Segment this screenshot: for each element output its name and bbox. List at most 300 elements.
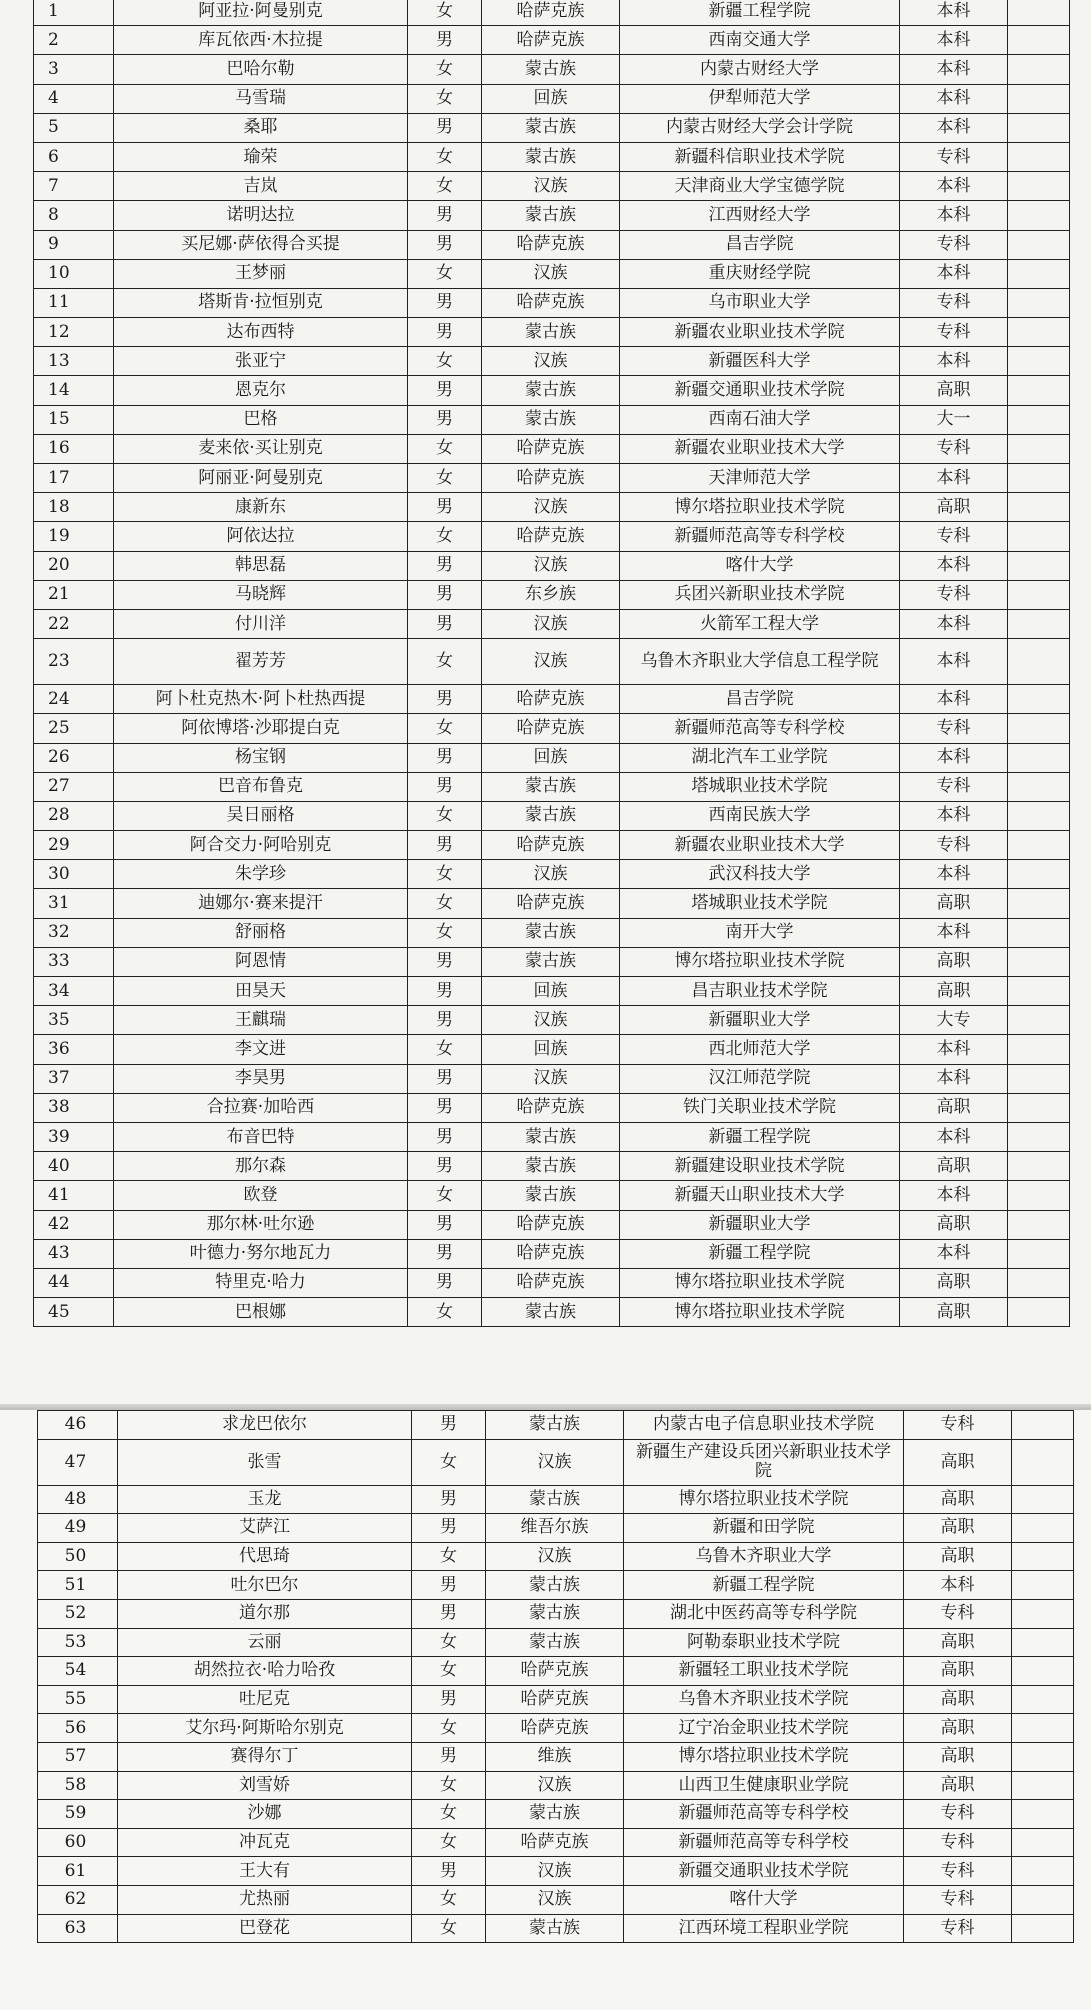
ethnicity: 维族: [486, 1742, 624, 1771]
row-number: 59: [38, 1800, 118, 1829]
education-level: 本科: [900, 113, 1008, 142]
school-name: 乌鲁木齐职业大学: [624, 1542, 904, 1571]
student-name: 代思琦: [118, 1542, 412, 1571]
education-level: 高职: [904, 1542, 1012, 1571]
student-name: 吐尼克: [118, 1685, 412, 1714]
row-number: 36: [34, 1035, 114, 1064]
education-level: 专科: [904, 1885, 1012, 1914]
table-row: [34, 639, 1070, 685]
student-name: 付川洋: [114, 609, 408, 638]
student-name: 翟芳芳: [114, 639, 408, 685]
ethnicity: 蒙古族: [482, 318, 620, 347]
table-row: [34, 26, 1070, 55]
school-name: 昌吉职业技术学院: [620, 977, 900, 1006]
gender: 女: [408, 84, 482, 113]
student-name: 康新东: [114, 493, 408, 522]
row-number: 30: [34, 860, 114, 889]
empty-cell: [1012, 1571, 1074, 1600]
education-level: 专科: [900, 714, 1008, 743]
gender: 男: [408, 1006, 482, 1035]
ethnicity: 哈萨克族: [486, 1828, 624, 1857]
empty-cell: [1008, 860, 1070, 889]
ethnicity: 蒙古族: [482, 801, 620, 830]
table-row: [34, 609, 1070, 638]
table-row: [34, 685, 1070, 714]
education-level: 本科: [900, 1035, 1008, 1064]
empty-cell: [1008, 201, 1070, 230]
school-name: 汉江师范学院: [620, 1064, 900, 1093]
ethnicity: 哈萨克族: [482, 685, 620, 714]
empty-cell: [1008, 84, 1070, 113]
row-number: 22: [34, 609, 114, 638]
school-name: 新疆工程学院: [620, 0, 900, 26]
school-name: 新疆师范高等专科学校: [624, 1828, 904, 1857]
education-level: 专科: [900, 580, 1008, 609]
student-table-top: [33, 0, 1070, 1327]
education-level: 本科: [900, 551, 1008, 580]
student-name: 塔斯肯·拉恒别克: [114, 288, 408, 317]
table-row: [34, 288, 1070, 317]
row-number: 43: [34, 1239, 114, 1268]
school-name: 新疆生产建设兵团兴新职业技术学院: [624, 1439, 904, 1485]
row-number: 38: [34, 1093, 114, 1122]
ethnicity: 哈萨克族: [482, 288, 620, 317]
school-name: 南开大学: [620, 918, 900, 947]
row-number: 5: [34, 113, 114, 142]
ethnicity: 汉族: [486, 1885, 624, 1914]
gender: 女: [408, 801, 482, 830]
table-row: [34, 1239, 1070, 1268]
ethnicity: 蒙古族: [482, 1122, 620, 1151]
education-level: 本科: [900, 201, 1008, 230]
table-row: [34, 743, 1070, 772]
table-row: [38, 1685, 1074, 1714]
table-row: [34, 1152, 1070, 1181]
student-name: 道尔那: [118, 1599, 412, 1628]
ethnicity: 蒙古族: [486, 1800, 624, 1829]
empty-cell: [1008, 522, 1070, 551]
school-name: 山西卫生健康职业学院: [624, 1771, 904, 1800]
row-number: 14: [34, 376, 114, 405]
table-row: [38, 1914, 1074, 1943]
education-level: 高职: [900, 376, 1008, 405]
school-name: 新疆农业职业技术大学: [620, 831, 900, 860]
school-name: 塔城职业技术学院: [620, 772, 900, 801]
education-level: 本科: [900, 639, 1008, 685]
ethnicity: 哈萨克族: [482, 714, 620, 743]
school-name: 昌吉学院: [620, 685, 900, 714]
table-row: [34, 831, 1070, 860]
ethnicity: 哈萨克族: [486, 1714, 624, 1743]
student-name: 库瓦依西·木拉提: [114, 26, 408, 55]
row-number: 6: [34, 142, 114, 171]
ethnicity: 汉族: [486, 1857, 624, 1886]
student-name: 胡然拉衣·哈力哈孜: [118, 1657, 412, 1686]
education-level: 高职: [904, 1439, 1012, 1485]
row-number: 45: [34, 1298, 114, 1327]
table-row: [34, 772, 1070, 801]
ethnicity: 汉族: [482, 860, 620, 889]
table-row: [34, 84, 1070, 113]
row-number: 3: [34, 55, 114, 84]
gender: 女: [408, 172, 482, 201]
school-name: 新疆师范高等专科学校: [624, 1800, 904, 1829]
student-name: 李昊男: [114, 1064, 408, 1093]
gender: 女: [408, 464, 482, 493]
ethnicity: 哈萨克族: [482, 1268, 620, 1297]
row-number: 57: [38, 1742, 118, 1771]
gender: 女: [412, 1439, 486, 1485]
row-number: 11: [34, 288, 114, 317]
empty-cell: [1008, 1122, 1070, 1151]
table-row: [34, 434, 1070, 463]
education-level: 高职: [900, 1093, 1008, 1122]
school-name: 江西环境工程职业学院: [624, 1914, 904, 1943]
empty-cell: [1012, 1771, 1074, 1800]
table-row: [38, 1628, 1074, 1657]
student-name: 李文进: [114, 1035, 408, 1064]
ethnicity: 蒙古族: [482, 405, 620, 434]
empty-cell: [1008, 434, 1070, 463]
education-level: 本科: [900, 172, 1008, 201]
empty-cell: [1008, 1268, 1070, 1297]
page-bottom: [0, 1410, 1091, 2010]
table-row: [38, 1542, 1074, 1571]
row-number: 9: [34, 230, 114, 259]
student-name: 云丽: [118, 1628, 412, 1657]
empty-cell: [1008, 801, 1070, 830]
empty-cell: [1008, 1093, 1070, 1122]
ethnicity: 汉族: [482, 493, 620, 522]
gender: 男: [412, 1571, 486, 1600]
school-name: 博尔塔拉职业技术学院: [624, 1742, 904, 1771]
student-table-bottom: [37, 1410, 1074, 1943]
gender: 男: [408, 1152, 482, 1181]
gender: 男: [408, 580, 482, 609]
table-row: [38, 1714, 1074, 1743]
school-name: 新疆工程学院: [624, 1571, 904, 1600]
gender: 男: [412, 1857, 486, 1886]
education-level: 本科: [900, 685, 1008, 714]
education-level: 高职: [904, 1628, 1012, 1657]
row-number: 56: [38, 1714, 118, 1743]
school-name: 昌吉学院: [620, 230, 900, 259]
student-name: 玉龙: [118, 1485, 412, 1514]
empty-cell: [1012, 1885, 1074, 1914]
gender: 男: [412, 1685, 486, 1714]
gender: 女: [412, 1800, 486, 1829]
school-name: 铁门关职业技术学院: [620, 1093, 900, 1122]
school-name: 重庆财经学院: [620, 259, 900, 288]
education-level: 本科: [904, 1571, 1012, 1600]
education-level: 高职: [900, 1210, 1008, 1239]
education-level: 专科: [904, 1411, 1012, 1440]
row-number: 20: [34, 551, 114, 580]
row-number: 10: [34, 259, 114, 288]
ethnicity: 回族: [482, 977, 620, 1006]
empty-cell: [1008, 1152, 1070, 1181]
school-name: 新疆交通职业技术学院: [624, 1857, 904, 1886]
empty-cell: [1012, 1828, 1074, 1857]
row-number: 8: [34, 201, 114, 230]
gender: 男: [412, 1411, 486, 1440]
empty-cell: [1008, 1210, 1070, 1239]
empty-cell: [1012, 1685, 1074, 1714]
education-level: 本科: [900, 55, 1008, 84]
table-row: [34, 860, 1070, 889]
student-name: 刘雪娇: [118, 1771, 412, 1800]
row-number: 47: [38, 1439, 118, 1485]
student-name: 欧登: [114, 1181, 408, 1210]
empty-cell: [1012, 1857, 1074, 1886]
gender: 男: [408, 288, 482, 317]
education-level: 专科: [904, 1828, 1012, 1857]
education-level: 本科: [900, 259, 1008, 288]
empty-cell: [1012, 1542, 1074, 1571]
student-name: 冲瓦克: [118, 1828, 412, 1857]
education-level: 专科: [900, 142, 1008, 171]
table-row: [38, 1771, 1074, 1800]
row-number: 54: [38, 1657, 118, 1686]
student-name: 特里克·哈力: [114, 1268, 408, 1297]
gender: 男: [408, 1268, 482, 1297]
empty-cell: [1008, 493, 1070, 522]
row-number: 27: [34, 772, 114, 801]
school-name: 天津商业大学宝德学院: [620, 172, 900, 201]
ethnicity: 维吾尔族: [486, 1514, 624, 1543]
empty-cell: [1008, 142, 1070, 171]
table-row: [34, 201, 1070, 230]
school-name: 乌市职业大学: [620, 288, 900, 317]
school-name: 天津师范大学: [620, 464, 900, 493]
student-name: 吉岚: [114, 172, 408, 201]
table-row: [34, 1006, 1070, 1035]
empty-cell: [1008, 1239, 1070, 1268]
row-number: 1: [34, 0, 114, 26]
gender: 男: [408, 772, 482, 801]
school-name: 喀什大学: [620, 551, 900, 580]
row-number: 29: [34, 831, 114, 860]
gender: 女: [408, 889, 482, 918]
education-level: 本科: [900, 801, 1008, 830]
ethnicity: 蒙古族: [486, 1914, 624, 1943]
empty-cell: [1008, 947, 1070, 976]
table-row: [34, 464, 1070, 493]
gender: 女: [412, 1628, 486, 1657]
education-level: 本科: [900, 26, 1008, 55]
row-number: 50: [38, 1542, 118, 1571]
gender: 女: [408, 1181, 482, 1210]
student-name: 阿恩情: [114, 947, 408, 976]
education-level: 高职: [904, 1742, 1012, 1771]
empty-cell: [1008, 26, 1070, 55]
education-level: 专科: [904, 1914, 1012, 1943]
school-name: 辽宁冶金职业技术学院: [624, 1714, 904, 1743]
education-level: 高职: [900, 947, 1008, 976]
table-row: [38, 1599, 1074, 1628]
school-name: 博尔塔拉职业技术学院: [624, 1485, 904, 1514]
gender: 女: [408, 1298, 482, 1327]
ethnicity: 回族: [482, 743, 620, 772]
table-row: [34, 347, 1070, 376]
table-row: [38, 1828, 1074, 1857]
table-row: [38, 1885, 1074, 1914]
empty-cell: [1012, 1800, 1074, 1829]
school-name: 新疆农业职业技术学院: [620, 318, 900, 347]
row-number: 15: [34, 405, 114, 434]
row-number: 26: [34, 743, 114, 772]
education-level: 本科: [900, 918, 1008, 947]
student-name: 巴音布鲁克: [114, 772, 408, 801]
education-level: 高职: [900, 889, 1008, 918]
row-number: 60: [38, 1828, 118, 1857]
education-level: 高职: [900, 1298, 1008, 1327]
empty-cell: [1008, 464, 1070, 493]
ethnicity: 蒙古族: [482, 1298, 620, 1327]
empty-cell: [1008, 1064, 1070, 1093]
empty-cell: [1008, 172, 1070, 201]
gender: 男: [408, 230, 482, 259]
ethnicity: 哈萨克族: [482, 464, 620, 493]
table-row: [34, 405, 1070, 434]
education-level: 高职: [904, 1657, 1012, 1686]
empty-cell: [1008, 743, 1070, 772]
ethnicity: 哈萨克族: [486, 1657, 624, 1686]
table-row: [34, 1093, 1070, 1122]
ethnicity: 汉族: [482, 347, 620, 376]
table-row: [38, 1514, 1074, 1543]
school-name: 江西财经大学: [620, 201, 900, 230]
student-name: 王麒瑞: [114, 1006, 408, 1035]
row-number: 17: [34, 464, 114, 493]
ethnicity: 哈萨克族: [486, 1685, 624, 1714]
gender: 女: [408, 639, 482, 685]
ethnicity: 汉族: [482, 551, 620, 580]
ethnicity: 汉族: [482, 1064, 620, 1093]
empty-cell: [1012, 1514, 1074, 1543]
empty-cell: [1008, 1298, 1070, 1327]
ethnicity: 回族: [482, 84, 620, 113]
student-name: 阿卜杜克热木·阿卜杜热西提: [114, 685, 408, 714]
row-number: 28: [34, 801, 114, 830]
row-number: 52: [38, 1599, 118, 1628]
student-name: 张亚宁: [114, 347, 408, 376]
empty-cell: [1008, 609, 1070, 638]
ethnicity: 哈萨克族: [482, 26, 620, 55]
school-name: 新疆师范高等专科学校: [620, 714, 900, 743]
ethnicity: 蒙古族: [482, 772, 620, 801]
school-name: 西南交通大学: [620, 26, 900, 55]
row-number: 19: [34, 522, 114, 551]
gender: 男: [408, 1122, 482, 1151]
table-row: [38, 1857, 1074, 1886]
empty-cell: [1008, 259, 1070, 288]
student-name: 合拉赛·加哈西: [114, 1093, 408, 1122]
education-level: 本科: [900, 1181, 1008, 1210]
table-row: [34, 55, 1070, 84]
student-name: 田昊天: [114, 977, 408, 1006]
ethnicity: 哈萨克族: [482, 522, 620, 551]
ethnicity: 汉族: [486, 1542, 624, 1571]
school-name: 火箭军工程大学: [620, 609, 900, 638]
gender: 男: [412, 1485, 486, 1514]
ethnicity: 汉族: [482, 259, 620, 288]
education-level: 高职: [900, 1152, 1008, 1181]
ethnicity: 蒙古族: [486, 1485, 624, 1514]
empty-cell: [1008, 772, 1070, 801]
ethnicity: 蒙古族: [482, 376, 620, 405]
gender: 女: [412, 1771, 486, 1800]
school-name: 新疆师范高等专科学校: [620, 522, 900, 551]
gender: 女: [408, 142, 482, 171]
education-level: 本科: [900, 743, 1008, 772]
education-level: 高职: [904, 1485, 1012, 1514]
ethnicity: 东乡族: [482, 580, 620, 609]
student-name: 吐尔巴尔: [118, 1571, 412, 1600]
gender: 女: [412, 1828, 486, 1857]
table-row: [38, 1571, 1074, 1600]
education-level: 专科: [900, 522, 1008, 551]
school-name: 湖北中医药高等专科学院: [624, 1599, 904, 1628]
row-number: 32: [34, 918, 114, 947]
gender: 男: [408, 1064, 482, 1093]
table-row: [34, 1298, 1070, 1327]
school-name: 新疆职业大学: [620, 1210, 900, 1239]
education-level: 高职: [904, 1685, 1012, 1714]
empty-cell: [1008, 831, 1070, 860]
student-name: 朱学珍: [114, 860, 408, 889]
table-row: [34, 1181, 1070, 1210]
row-number: 39: [34, 1122, 114, 1151]
ethnicity: 蒙古族: [482, 201, 620, 230]
gender: 男: [412, 1599, 486, 1628]
ethnicity: 汉族: [482, 609, 620, 638]
education-level: 专科: [900, 772, 1008, 801]
empty-cell: [1008, 918, 1070, 947]
table-row: [34, 918, 1070, 947]
empty-cell: [1012, 1742, 1074, 1771]
education-level: 专科: [900, 831, 1008, 860]
table-row: [34, 1064, 1070, 1093]
row-number: 33: [34, 947, 114, 976]
ethnicity: 哈萨克族: [482, 1093, 620, 1122]
row-number: 46: [38, 1411, 118, 1440]
gender: 女: [408, 347, 482, 376]
table-row: [34, 947, 1070, 976]
school-name: 内蒙古财经大学: [620, 55, 900, 84]
student-name: 阿亚拉·阿曼别克: [114, 0, 408, 26]
school-name: 新疆农业职业技术大学: [620, 434, 900, 463]
ethnicity: 蒙古族: [482, 55, 620, 84]
empty-cell: [1008, 55, 1070, 84]
school-name: 西南石油大学: [620, 405, 900, 434]
gender: 女: [408, 0, 482, 26]
row-number: 62: [38, 1885, 118, 1914]
ethnicity: 蒙古族: [482, 142, 620, 171]
education-level: 专科: [900, 288, 1008, 317]
school-name: 博尔塔拉职业技术学院: [620, 947, 900, 976]
ethnicity: 蒙古族: [486, 1599, 624, 1628]
table-row: [38, 1657, 1074, 1686]
gender: 女: [412, 1542, 486, 1571]
row-number: 42: [34, 1210, 114, 1239]
school-name: 喀什大学: [624, 1885, 904, 1914]
row-number: 12: [34, 318, 114, 347]
student-name: 杨宝钢: [114, 743, 408, 772]
gender: 男: [408, 947, 482, 976]
education-level: 专科: [904, 1599, 1012, 1628]
table-row: [34, 259, 1070, 288]
